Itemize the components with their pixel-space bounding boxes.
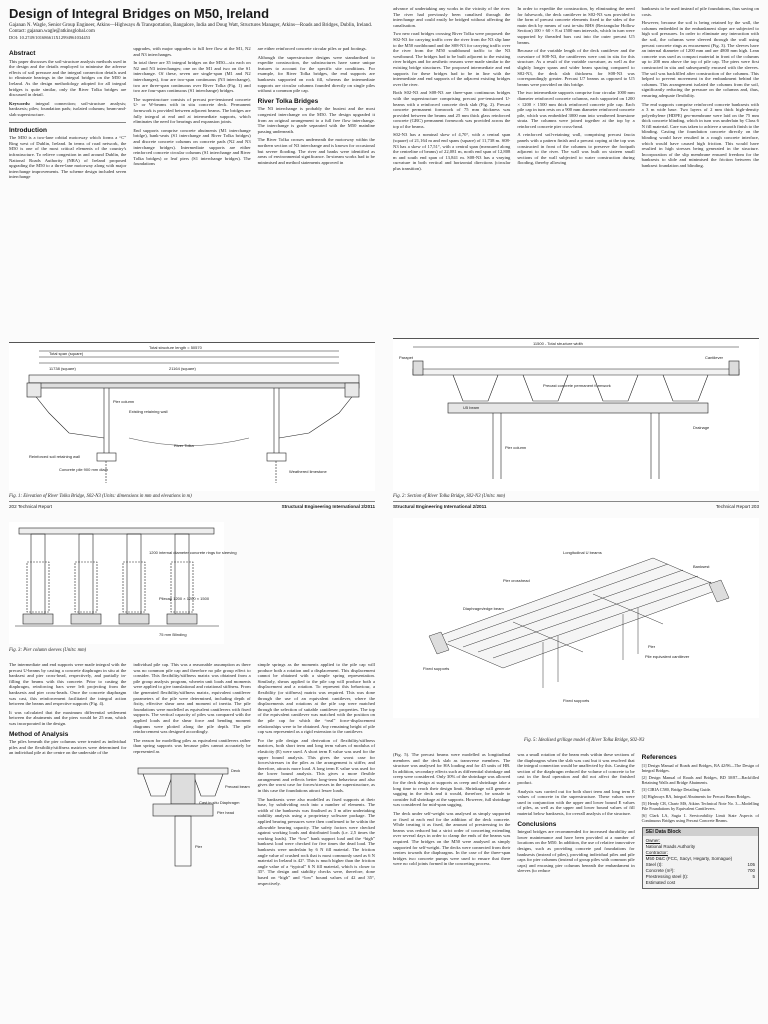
svg-text:Concrete pile 900 mm diam: Concrete pile 900 mm diam (59, 467, 108, 472)
page-bottom-right (384, 512, 768, 1024)
svg-text:Drainage: Drainage (693, 425, 710, 430)
conclusions-heading: Conclusions (517, 820, 557, 828)
elevation-drawing (9, 343, 375, 491)
paragraph: The end supports comprise reinforced concrete banksests with a 3 m wide base. Two layers of 2 mm thick high-density polyethylene (HDPE) geo-membrane were laid on the 75 mm thick concrete blinding, which in turn was underlain by Class 6 N fill material. Care was taken to achieve a smooth finish to the blinding. Casting the foundation concrete directly on the blinding would have resulted in a rough concrete interface, which would have caused high friction. This would have resulted in high stresses being generated in the structure. Incorporation of the slip membrane ensured freedom for the banksests to slide and minimised the friction between the banksest foundation and blinding. (641, 101, 759, 169)
svg-text:Pier head: Pier head (217, 809, 235, 815)
sei-data-block-title: SEI Data Block (643, 828, 758, 836)
svg-text:Existing retaining wall: Existing retaining wall (129, 409, 168, 414)
svg-text:Cantilever: Cantilever (705, 355, 724, 360)
paragraph: advance of undertaking any works in the vicinity of the river. The river had previously been canalised through the interchange and could easily be bridged without affecting the canalisation. (393, 6, 511, 28)
figure-2-caption: Fig. 2: Section of River Tolka Bridge, S02-N3 (Units: mm) (393, 494, 506, 499)
svg-text:11738 (square): 11738 (square) (49, 366, 76, 371)
intro-heading: Introduction (9, 126, 47, 134)
svg-text:Longitudinal U beams: Longitudinal U beams (563, 550, 602, 555)
data-row: Concrete (m³): 700 (645, 867, 755, 873)
text-columns (393, 6, 759, 288)
footer-left: 202 Technical Report (9, 504, 53, 509)
paragraph: The deck under self-weight was analysed as simply supported or fixed at each end for the addition of the deck concrete. While treating it as fixed, the amount of prestressing in the beams was reduced but a strict order of concreting extending over several days in order to clamp the ends of the beams was required. The bridges on the M50 were analysed as simply supported for self-weight. The decks were connected from their centres towards the diaphragms. In the case of the three-span bridges two concrete pumps were used to ensure that there were no cold joints formed in the concreting process. (393, 810, 511, 867)
reference-item: [5] Hendy CR, Chartr MS, Atkins Technical Note No. 3—Modelling Pile Foundations by Equivalent Cantilevers. (641, 800, 759, 811)
page-footer (393, 501, 759, 509)
svg-text:Total span (square): Total span (square) (49, 351, 84, 356)
svg-text:U5 beam: U5 beam (463, 405, 480, 410)
svg-text:Diaphragm/edge beam: Diaphragm/edge beam (463, 606, 504, 611)
paragraph: The superstructure consists of precast pre-tensioned concrete U- or W-beams with in situ concrete deck. Permanent formwork is provided between adjacent beams. The bridges are fully integral at end and at intermediate supports, which eliminates the need for bearings and expansion joints. (133, 96, 251, 125)
pier-sleeve-drawing (9, 522, 237, 644)
svg-text:21164 (square): 21164 (square) (169, 366, 196, 371)
page-top-left (0, 0, 384, 512)
svg-text:75 mm Blinding: 75 mm Blinding (159, 632, 187, 637)
column-4 (393, 6, 510, 288)
reference-item: [1] Design Manual of Roads and Bridges, BA 42/96—The Design of Integral Bridges. (641, 762, 759, 773)
column-2 (133, 46, 250, 294)
contractor-label: Contractor: (645, 849, 668, 855)
intro-text: The M50 is a two-lane orbital motorway which forms a “C” Ring west of Dublin, Ireland. In terms of road network, the M50 is one of the most critical elements of the country's infrastructure. To relieve congestion in and around Dublin, the National Roads Authority (NRA) of Ireland proposed upgrading the M50 to a three-lane motorway along with major interchange improvements. The scheme design included seven interchange (9, 135, 127, 180)
page-bottom-left (0, 512, 384, 1024)
paragraph: are either reinforced concrete circular piles or pad footings. (257, 46, 367, 51)
paragraph: Both S02-N3 and S08-N3 are three-span continuous bridges with the superstructure comprising precast pre-tensioned U-beams with a reinforced concrete deck slab (Fig. 2). Precast concrete permanent formwork of 75 mm thickness was provided between the beams and 25 mm thick glass reinforced concrete (GRC) permanent formwork was provided across the top of the beams. (393, 90, 511, 129)
grillage-drawing (393, 518, 759, 718)
paragraph: was a small rotation of the beam ends within these sections of the diaphragms when the slab was cast but it was resolved that the integral connection would be unaffected by this. Casting the section of the diaphragm reduced the volume of concrete to be cast in the final operation and did not affect the finished product. (517, 752, 635, 785)
paragraph: banksests to be used instead of pile foundations, thus saving on costs. (641, 6, 759, 17)
svg-text:Banksest: Banksest (693, 564, 710, 569)
footer-journal: Structural Engineering International 2/2011 (393, 504, 487, 509)
column-br-2 (517, 752, 634, 889)
paragraph: For the pile design and derivation of flexibility/stiffness matrices, both short term and long term values of modulus of elasticity (E) were used. A short term E value was used for the upper bound analysis. This gives the worst case for forces/stresses in the piles as the arrangement is stiffer, and therefore, attracts more load. A long term E value was used for the lower bound analysis. This gives a more flexible arrangement and reflects better long-term behaviour and also gives the worst case for forces/stresses in the superstructure, as in this case the foundations attract lesser loads. (257, 737, 375, 794)
doi: DOI: 10.2749/101686611X12994961034453 (9, 35, 91, 40)
column-bl-3 (258, 662, 375, 889)
svg-text:Pier column: Pier column (113, 399, 135, 404)
svg-text:Reinforced soil retaining wall: Reinforced soil retaining wall (29, 454, 80, 459)
abstract-heading: Abstract (9, 50, 36, 57)
paragraph: The banksests were also modelled as fixed supports at their base, by subdividing each into a number of elements. The width of the banksests was finalised as 3 m after undertaking stability analysis using a proprietary software package. The applied bearing pressures were then confirmed to be within the allowable bearing capacity. The safety factors were checked against working loads and distributed loads (i.e. 2,5 times the working loads). The “low” bank support load and the “high” banksest load were checked for five times the dead load. The banksests were underlain by 6 N fill material. The friction angle value of crushed rock that is most commonly used as 6 N material in Ireland is 42°. This is much higher than the friction angle value of a “typical” 6 N fill material, which is closer to 35°. The design and stability checks were, therefore, done based on “high” and “low” bound values of 42 and 35°, respectively. (257, 796, 375, 886)
svg-text:Pier column: Pier column (505, 445, 527, 450)
paragraph: (Fig. 5). The precast beams were modelled as longitudinal members and the deck slab as transverse members. The structure was analysed for HA loading and for 45 units of HB. In addition, secondary effects such as differential shrinkage and creep were considered. Only 30% of the shrinkage was allowed for the deck design at supports as creep and shrinkage take a long time to reach their design limit. Shrinkage will generate sagging in the deck and it would, therefore, be unsafe to consider full shrinkage at the supports. However, full shrinkage was considered for mid-span sagging. (393, 752, 511, 808)
svg-text:Pilecap 1200 × 1200 × 1500: Pilecap 1200 × 1200 × 1500 (159, 596, 210, 601)
column-br-3 (642, 752, 759, 889)
data-row: Estimated cost (645, 879, 676, 885)
article-title: Design of Integral Bridges on M50, Ireland (9, 6, 270, 21)
footer-right: Technical Report 203 (715, 504, 759, 509)
paragraph: Analysis was carried out for both short term and long term E values of concrete in the superstructure. These values were used in conjunction with the upper and lower bound E values of piles, as well as the upper and lower bound values of fill material below banksests, for overall analysis of the structure. (517, 788, 635, 816)
section-drawing (393, 339, 759, 491)
paragraph: Because of the variable length of the deck cantilever and the curvature of S08-N3, the cantilevers were cast in situ for this structure. As a result of the variable curvature, as well as the slightly longer spans and wider beam spacing compared to S02-N3, the deck slab thickness for S08-N3 was correspondingly greater. Precast U7 beams as opposed to U5 beams were provided on this bridge. (517, 48, 635, 87)
page-top-right (384, 0, 768, 512)
svg-text:Fixed supports: Fixed supports (423, 666, 450, 671)
paragraph: The intermediate and end supports were made integral with the precast U-beams by casting a concrete diaphragm in situ at the banksest and pier cross-head, respectively, and partially in-filling the beams with this concrete. Prior to casting the diaphragm, reinforcing bars were left projecting from the banksests and pier cross-heads. Once the concrete diaphragm was cast, this reinforcement facilitated the integral action between the beams and respective supports (Fig. 4). (9, 662, 127, 707)
svg-text:Pier crosshead: Pier crosshead (503, 578, 530, 583)
svg-text:Weathered limestone: Weathered limestone (289, 469, 327, 474)
figure-1-elevation (9, 342, 375, 491)
svg-text:Pier: Pier (648, 644, 656, 649)
paragraph: The N3 interchange is probably the busiest and the most congested interchange on the M50. The design upgraded it from an original arrangement to a full free flow interchange. The interchange is grade separated with the M50 mainline passing underneath. (257, 106, 375, 134)
authors: Gajanan N. Wagle, Senior Group Engineer, Atkins—Highways & Transportation, Bangalore, India and Doug Watt, Structures Manager, Atkins—Roads and Bridges, Dublin, Ireland. Contact: gajanan.wagle@atkinsglobal.com (9, 23, 372, 34)
paragraph: The piles beneath the pier columns were treated as individual piles and the flexibility/stiffness matrices were determined for an individual pile at the centre on the underside of the (9, 739, 127, 756)
paragraph: Two new road bridges crossing River Tolka were proposed: the S02-N3 for carrying traffic over the river from the N3 slip lane to the M50 northbound and the S08-N3 for carrying traffic over the river from the M50 southbound traffic to the N3 westbound. The bridges had to be built adjacent to the existing river bridges and for aesthetic reasons were made similar to the existing bridge structures. The proposed intermediate and end supports for these bridges had to be in line with the intermediate and end supports of the adjacent existing bridges over the river. (393, 31, 511, 87)
svg-text:River Tolka: River Tolka (174, 443, 194, 448)
svg-text:Cast in situ Diaphragm: Cast in situ Diaphragm (199, 799, 240, 805)
keywords: Keywords: integral connection; soil-structure analysis; banksests; piles; foundation pads; isolated columns; beam-and-slab superstructure. (9, 100, 127, 117)
sei-data-block (642, 827, 759, 889)
page-footer (9, 501, 375, 509)
svg-text:Deck: Deck (231, 767, 241, 773)
tolka-heading: River Tolka Bridges (257, 97, 319, 105)
paragraph: Integral bridges are recommended for increased durability and lower maintenance and have been provided at a number of locations on the M50. In addition, the use of relative innovative designs, such as providing concrete pad foundations for banksests (instead of piles), providing individual piles and pile caps for pier columns (instead of group piles with common pile caps) and encasing pier columns beneath the embankment in sleeves (to reduce (517, 829, 635, 874)
owner-label: Owner: (645, 837, 661, 843)
data-row: Prestressing steel (t): 5 (645, 873, 755, 879)
figure-3-caption: Fig. 3: Pier column sleeves (Units: mm) (9, 648, 87, 653)
reference-item: [6] Clark LA, Sugia I. Serviceability Limit State Aspects of Continuous Bridges using Precast Concrete Beams. (641, 812, 759, 823)
contractor-value: M50 D&C (FCC, Sacyr, Hegarty, Somague) (645, 855, 733, 861)
svg-text:Total structure length = 50570: Total structure length = 50570 (149, 345, 202, 350)
paragraph: A reinforced soil-retaining wall, comprising precast fascia panels with a pattern finish and a precast coping at the top was constructed in front of the columns to preserve the footpath adjacent to the river. The wall was built on sixteen small sections of the wall subjected to water construction during flooding, thereby allowing (517, 132, 635, 166)
svg-text:Precast beam: Precast beam (225, 783, 251, 789)
column-1 (9, 46, 126, 294)
sei-data-block-body (643, 836, 758, 888)
abstract-text: This paper discusses the soil-structure analysis methods used in the design and the details employed to minimise the adverse effects of soil pressure and the integral connection details used to eliminate bearings in the integral bridges on the M50 in Ireland. As the design methodology adopted for all integral bridges is quite similar, only the River Tolka bridges are discussed in detail. (9, 58, 127, 98)
figure-4-diaphragm (133, 762, 251, 872)
method-heading: Method of Analysis (9, 730, 69, 738)
svg-text:Pier: Pier (195, 843, 203, 849)
paragraph: The reason for modelling piles as equivalent cantilevers rather than spring supports was because piles cannot accurately be represented as (133, 737, 251, 754)
footer-journal: Structural Engineering International 2/2011 (281, 504, 375, 509)
paragraph: It was calculated that the maximum differential settlement between the abutments and the piers would be 25 mm, which was incorporated in the design. (9, 709, 127, 726)
text-columns (393, 752, 759, 889)
paragraph: S02-N3 has a nominal skew of 4,70°, with a central span (square) of 21,164 m and end spans (square) of 11,738 m. S08-N3 has a skew of 17,51°, with a central span (measured along the centreline of beams) of 22,081 m, north end span of 12,808 m and south end span of 13,841 m. S08-N3 has a varying curvature in both vertical and horizontal directions (circular plus transition). (393, 132, 511, 172)
column-6 (642, 6, 759, 288)
paragraph: End supports comprise concrete abutments (M1 interchange bridge), bank-seats (S1 interchange and River Tolka bridges) and discrete concrete columns on concrete pads (N2 and N3 interchange bridges). Intermediate supports are either reinforced concrete circular columns (S1 interchange and River Tolka bridges) or leaf piers (S1 interchange bridges). The foundations (133, 127, 251, 167)
reference-item: [2] Design Manual of Roads and Bridges, BD 30/87—Backfilled Retaining Walls and Bridge Abutments. (641, 774, 759, 785)
figure-2-section (393, 338, 759, 491)
paragraph: In total there are 35 integral bridges on the M50—six each on N2 and N3 interchanges; one on the M1 and two on the S1 interchange. Of these, seven are single-span (M1 and N2 interchanges), four are two-span continuous (N3 interchange), two are three-span continuous over River Tolka (Fig. 1) and two are four-span continuous (S1 interchange) bridges. (133, 60, 251, 94)
divider (9, 122, 126, 123)
svg-text:1200 internal diameter concret: 1200 internal diameter concrete rings for sleeving (149, 550, 237, 555)
owner-value: National Roads Authority (645, 843, 696, 849)
column-5 (517, 6, 634, 288)
paragraph: In order to expedite the construction, by eliminating the need for falsework, the deck cantilever in S02-N3 was provided in the form of precast concrete elements fixed to the sides of the main deck by means of cast in-situ RHS (Rectangular Hollow Section) 100 × 60 × 8 at 1500 mm intervals, which in turn were supported by threaded bars cast into the outer precast U5 beams. (517, 6, 635, 45)
paragraph: simple springs as the moments applied to the pile cap will produce both a rotation and a displacement. This displacement cannot be obtained with a simple spring representation. Similarly, shears applied to the pile cap will produce both a displacement and a rotation. To represent this behaviour, a flexibility (or stiffness) matrix was required. This was done through the use of an equivalent cantilever, where the displacements and rotations at the pile cap were matched through the selection of suitable cantilever properties. The top of the equivalent cantilever was matched with the position on the pile cap for which the “real” force-displacement relationships were to be obtained. Any remaining height of pile cap was represented as a rigid extension to the cantilever. (257, 662, 375, 735)
column-br-1 (393, 752, 510, 889)
column-bl-2 (133, 662, 250, 889)
paragraph: individual pile cap. This was a reasonable assumption as there was no common pile cap and therefore no pile group effect to consider. This flexibility/stiffness matrix was obtained from a pile group analysis program, wherein unit loads and moments were applied to give translational and rotational stiffness. From the generated flexibility/stiffness matrix, equivalent cantilever parameters of the pile were determined, including depth of fixity, effective shear area and moment of inertia. The pile foundations were modelled as equivalent cantilevers with fixed supports. The vertical capacity of piles was compared with the applied loads and the shear force and bending moment diagrams were plotted along the pile depth. The pile reinforcement was designed accordingly. (133, 662, 251, 735)
figure-1-caption: Fig. 1: Elevation of River Tolka Bridge, S02-N3 (Units: dimensions in mm and elevations in m) (9, 494, 192, 499)
references-heading: References (641, 754, 677, 761)
paragraph: upgrades, with major upgrades to full free flow at the M1, N2 and N3 interchanges. (133, 46, 251, 57)
svg-text:Pile equivalent cantilever: Pile equivalent cantilever (645, 654, 690, 659)
paragraph: However, because the soil is being retained by the wall, the columns embedded in the embankment slope are subjected to high soil pressures. In order to eliminate any interaction with the soil, the columns were sleeved through the wall using precast concrete rings as encasement (Fig. 3). The sleeves have an internal diameter of 1200 mm and are 4800 mm high. Lean concrete was used as compact material in front of the columns up to 200 mm above the top of pile cap. The piers were first constructed in situ and subsequently encased with the sleeves. The soil was backfilled after construction of the columns. This helped to prevent movement in the embankment behind the columns. This arrangement isolated the columns from the soil, significantly reducing the pressure on the columns and, thus, ensuring adequate flexibility. (641, 20, 759, 98)
text-columns (9, 662, 375, 889)
column-bl-1 (9, 662, 126, 889)
svg-text:Parapet: Parapet (399, 355, 414, 360)
svg-text:11500 - Total structure width: 11500 - Total structure width (533, 341, 583, 346)
figure-5-grillage (393, 518, 759, 718)
column-3 (258, 46, 375, 294)
paragraph: The River Tolka crosses underneath the motorway within the northern section of N3 interchange and is known for occasional but severe flooding. The river and banks were identified as areas of environmental significance. In-stream works had to be minimised and method statements approved in (257, 137, 375, 165)
figure-3-pier-sleeves (9, 522, 237, 644)
svg-text:Fixed supports: Fixed supports (563, 698, 590, 703)
text-columns (9, 46, 375, 294)
svg-text:Precast concrete permanent for: Precast concrete permanent formwork (543, 383, 611, 388)
paragraph: Although the superstructure designs were standardised to expedite construction, the substructures have some unique features to account for the specific site conditions. For example, for River Tolka bridges, the end supports are banksests supported on rock fill, whereas the intermediate supports are circular columns founded directly on single piles without a common pile cap. (257, 54, 375, 94)
figure-5-caption: Fig. 5: Idealised grillage model of River Tolka Bridge, S02-N3 (524, 738, 645, 743)
reference-item: [4] Highways BA, Integral Abutments for Precast Beam Bridges. (641, 793, 751, 799)
paragraph: The two intermediate supports comprise four circular 1000 mm diameter reinforced concrete columns, each supported on 1200 × 1200 × 1500 mm thick reinforced concrete pile cap. Each pile cap in turn rests on a 900 mm diameter reinforced concrete pile, which was embedded 3000 mm into weathered limestone strata. The columns were joined together at the top by a reinforced concrete pier cross-head. (517, 90, 635, 129)
data-row: Steel (t): 105 (645, 861, 755, 867)
reference-item: [3] CIRIA C580, Bridge Detailing Guide. (641, 786, 712, 792)
